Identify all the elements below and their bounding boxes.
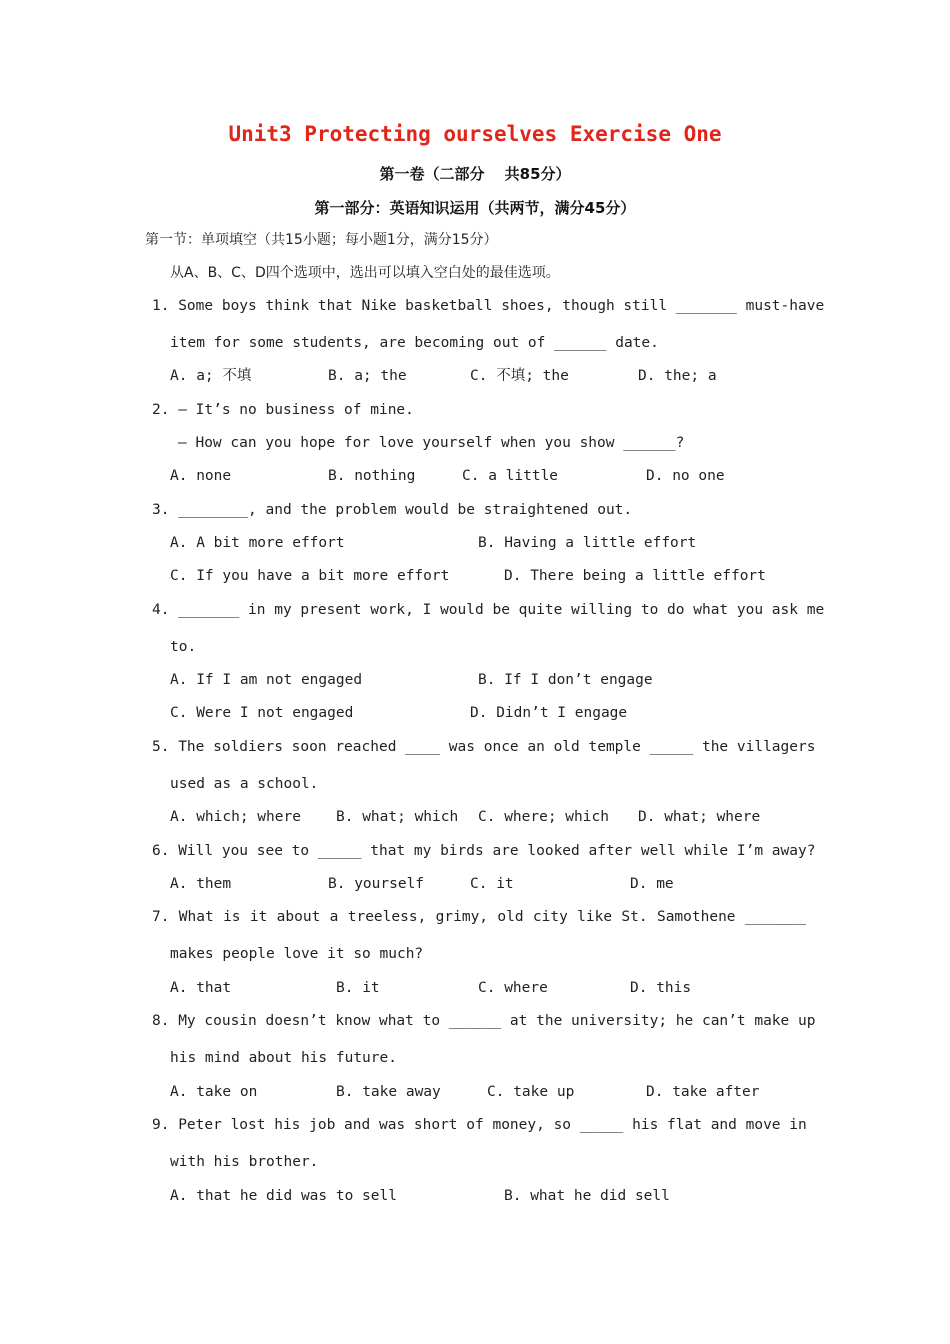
question-4-option-d: D. Didn’t I engage bbox=[470, 705, 628, 721]
question-4-option-c: C. Were I not engaged bbox=[170, 705, 354, 721]
question-4-line-1: 4. _______ in my present work, I would be quite willing to do what you ask me bbox=[152, 602, 825, 618]
question-1-option-d: D. the; a bbox=[638, 368, 717, 384]
section-heading: 第一节：单项填空（共15小题；每小题1分，满分15分） bbox=[145, 232, 498, 248]
question-3-option-a: A. A bit more effort bbox=[170, 535, 345, 551]
question-7-option-a: A. that bbox=[170, 980, 232, 996]
question-1-option-a: A. a; 不填 bbox=[170, 368, 252, 384]
question-2-option-c: C. a little bbox=[462, 468, 559, 484]
question-1-option-c: C. 不填; the bbox=[470, 368, 569, 384]
question-6-option-d: D. me bbox=[630, 876, 674, 892]
question-9-line-2: with his brother. bbox=[170, 1154, 319, 1170]
question-8-line-1: 8. My cousin doesn’t know what to ______ at the university; he can’t make up bbox=[152, 1013, 816, 1029]
question-4-option-b: B. If I don’t engage bbox=[478, 672, 653, 688]
volume-heading: 第一卷（二部分 共85分） bbox=[379, 165, 571, 183]
question-6-option-c: C. it bbox=[470, 876, 514, 892]
question-2-line-1: 2. — It’s no business of mine. bbox=[152, 402, 414, 418]
question-6-option-b: B. yourself bbox=[328, 876, 425, 892]
question-5-line-2: used as a school. bbox=[170, 776, 319, 792]
question-8-option-c: C. take up bbox=[487, 1084, 575, 1100]
question-4-option-a: A. If I am not engaged bbox=[170, 672, 363, 688]
question-9-option-a: A. that he did was to sell bbox=[170, 1188, 397, 1204]
question-5-option-a: A. which; where bbox=[170, 809, 301, 825]
instruction: 从A、B、C、D四个选项中，选出可以填入空白处的最佳选项。 bbox=[170, 265, 560, 281]
question-5-option-c: C. where; which bbox=[478, 809, 609, 825]
question-5-option-b: B. what; which bbox=[336, 809, 459, 825]
question-3-option-b: B. Having a little effort bbox=[478, 535, 697, 551]
question-9-line-1: 9. Peter lost his job and was short of money, so _____ his flat and move in bbox=[152, 1117, 807, 1133]
question-7-option-d: D. this bbox=[630, 980, 692, 996]
question-8-option-b: B. take away bbox=[336, 1084, 441, 1100]
question-7-option-b: B. it bbox=[336, 980, 380, 996]
question-1-option-b: B. a; the bbox=[328, 368, 407, 384]
question-7-line-1: 7. What is it about a treeless, grimy, old city like St. Samothene _______ bbox=[152, 909, 806, 925]
question-3-option-c: C. If you have a bit more effort bbox=[170, 568, 450, 584]
question-4-line-2: to. bbox=[170, 639, 197, 655]
question-2-option-a: A. none bbox=[170, 468, 232, 484]
part-heading: 第一部分：英语知识运用（共两节，满分45分） bbox=[314, 199, 636, 217]
question-1-line-1: 1. Some boys think that Nike basketball shoes, though still _______ must-have bbox=[152, 298, 825, 314]
question-2-option-b: B. nothing bbox=[328, 468, 416, 484]
question-2-line-2: — How can you hope for love yourself when you show ______? bbox=[178, 435, 685, 451]
question-6-line-1: 6. Will you see to _____ that my birds are looked after well while I’m away? bbox=[152, 843, 816, 859]
question-8-option-d: D. take after bbox=[646, 1084, 760, 1100]
question-1-line-2: item for some students, are becoming out of ______ date. bbox=[170, 335, 659, 351]
question-2-option-d: D. no one bbox=[646, 468, 725, 484]
question-7-option-c: C. where bbox=[478, 980, 548, 996]
question-3-line-1: 3. ________, and the problem would be straightened out. bbox=[152, 502, 633, 518]
page-title: Unit3 Protecting ourselves Exercise One bbox=[228, 122, 722, 146]
question-6-option-a: A. them bbox=[170, 876, 232, 892]
question-5-line-1: 5. The soldiers soon reached ____ was once an old temple _____ the villagers bbox=[152, 739, 816, 755]
question-5-option-d: D. what; where bbox=[638, 809, 761, 825]
question-9-option-b: B. what he did sell bbox=[504, 1188, 670, 1204]
question-3-option-d: D. There being a little effort bbox=[504, 568, 766, 584]
question-8-line-2: his mind about his future. bbox=[170, 1050, 397, 1066]
question-7-line-2: makes people love it so much? bbox=[170, 946, 424, 962]
question-8-option-a: A. take on bbox=[170, 1084, 258, 1100]
